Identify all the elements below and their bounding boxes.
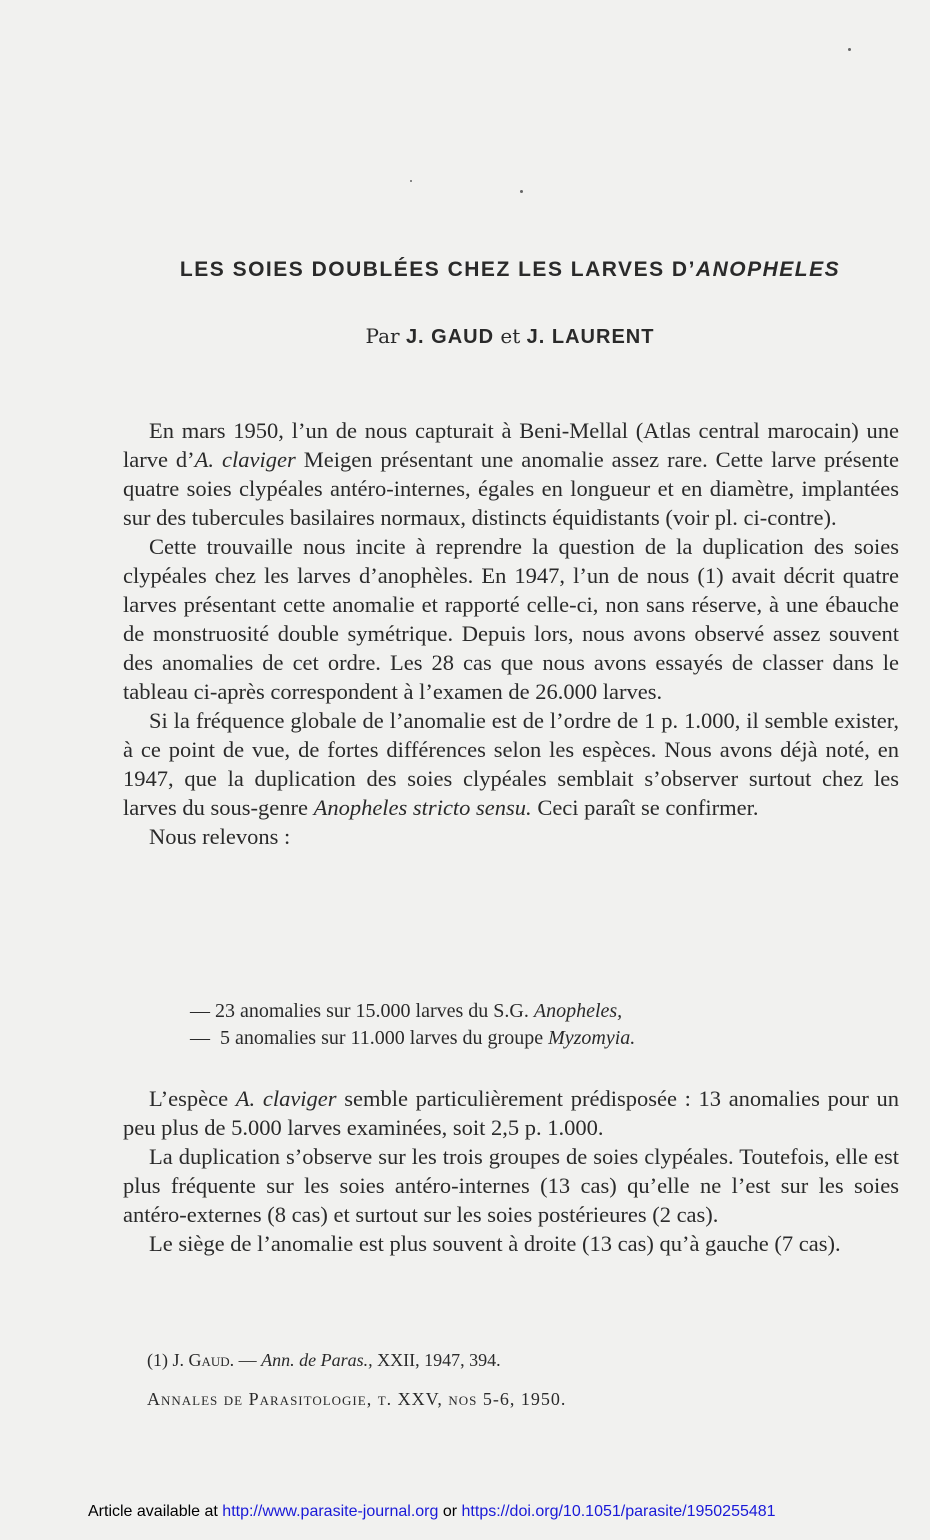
authors-par: Par	[365, 324, 400, 348]
paragraph-3b: Nous relevons :	[149, 824, 291, 849]
body-text-top	[123, 416, 899, 851]
anomaly-list	[190, 998, 840, 1052]
journal-link[interactable]: http://www.parasite-journal.org	[222, 1503, 439, 1520]
paragraph-3: Si la fréquence globale de l’anomalie est de l’ordre de 1 p. 1.000, il semble exister, à ce point de vue, de fortes différences selon les espèces. Nous avons déjà noté, en 1947, que la duplication des soies clypéales semblait s’observer surtout chez les larves du sous-genre Anopheles stricto sensu. Ceci paraît se confirmer.	[123, 708, 899, 820]
title-text: LES SOIES DOUBLÉES CHEZ LES LARVES D’	[179, 258, 696, 281]
footnote: (1) J. Gaud. — Ann. de Paras., XXII, 1947, 394.	[147, 1350, 501, 1370]
article-title	[0, 258, 930, 282]
scan-speck	[410, 180, 412, 182]
scan-speck	[520, 190, 523, 193]
paragraph-6: Le siège de l’anomalie est plus souvent à droite (13 cas) qu’à gauche (7 cas).	[149, 1231, 841, 1256]
doi-link[interactable]: https://doi.org/10.1051/parasite/1950255481	[461, 1503, 776, 1520]
subgenus-name: Anopheles stricto sensu.	[313, 795, 532, 820]
authors-line	[0, 324, 930, 349]
title-genus: ANOPHELES	[695, 258, 841, 281]
body-text-bottom	[123, 1084, 899, 1258]
availability-banner: Article available at http://www.parasite-journal.org or https://doi.org/10.1051/parasite/1950255481	[88, 1503, 776, 1520]
list-item: — 5 anomalies sur 11.000 larves du groupe Myzomyia.	[190, 1027, 636, 1049]
paragraph-1: En mars 1950, l’un de nous capturait à Beni-Mellal (Atlas central marocain) une larve d’A. claviger Meigen présentant une anomalie assez rare. Cette larve présente quatre soies clypéales antéro-internes, égales en longueur et en diamètre, implantées sur des tubercules basilaires normaux, distincts équidistants (voir pl. ci-contre).	[123, 418, 899, 530]
journal-line: Annales de Parasitologie, t. XXV, nos 5-6, 1950.	[147, 1389, 567, 1409]
authors-et: et	[500, 324, 521, 348]
paragraph-2: Cette trouvaille nous incite à reprendre la question de la duplication des soies clypéales chez les larves d’anophèles. En 1947, l’un de nous (1) avait décrit quatre larves présentant cette anomalie et rapporté celle-ci, non sans réserve, à une ébauche de monstruosité double symétrique. Depuis lors, nous avons observé assez souvent des anomalies de cet ordre. Les 28 cas que nous avons essayés de classer dans le tableau ci-après correspondent à l’examen de 26.000 larves.	[123, 534, 899, 704]
scan-speck	[848, 48, 851, 51]
species-name: A. claviger	[194, 447, 296, 472]
paragraph-5: La duplication s’observe sur les trois groupes de soies clypéales. Toutefois, elle est plus fréquente sur les soies antéro-internes (13 cas) qu’elle ne l’est sur les soies antéro-externes (8 cas) et surtout sur les soies postérieures (2 cas).	[123, 1144, 899, 1227]
paragraph-4: L’espèce A. claviger semble particulièrement prédisposée : 13 anomalies pour un peu plus de 5.000 larves examinées, soit 2,5 p. 1.000.	[123, 1086, 899, 1140]
species-name: A. claviger	[235, 1086, 337, 1111]
author-gaud: J. GAUD	[405, 326, 495, 348]
author-laurent: J. LAURENT	[526, 326, 655, 348]
list-item: — 23 anomalies sur 15.000 larves du S.G. Anopheles,	[190, 1000, 623, 1022]
